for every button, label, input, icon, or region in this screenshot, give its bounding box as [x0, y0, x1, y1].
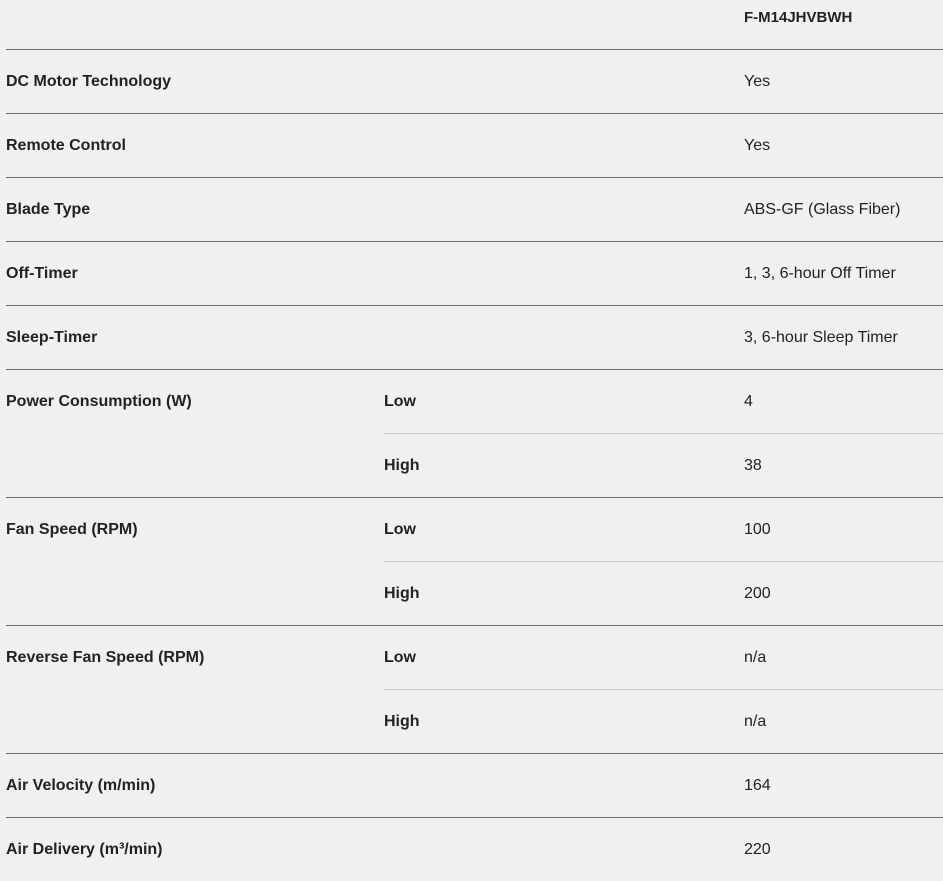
spec-row-air-velocity: [6, 754, 943, 818]
spec-label: Air Delivery (m³/min): [6, 841, 163, 858]
sub-row-low: [384, 626, 943, 690]
spec-row-air-delivery: [6, 818, 943, 881]
spec-label: Power Consumption (W): [6, 393, 192, 410]
spec-value: 100: [744, 521, 771, 538]
sub-row-high: [384, 690, 943, 753]
sub-rows: [384, 626, 943, 753]
spec-value: n/a: [744, 713, 767, 730]
spec-label: Remote Control: [6, 137, 126, 154]
spec-row-sleep-timer: [6, 306, 943, 370]
spec-value: 164: [744, 777, 771, 794]
spec-value: 220: [744, 841, 771, 858]
spec-row-power-consumption: [6, 370, 943, 498]
sub-row-low: [384, 370, 943, 434]
spec-row-dc-motor: [6, 50, 943, 114]
spec-label: Fan Speed (RPM): [6, 521, 138, 538]
sub-row-low: [384, 498, 943, 562]
spec-row-blade-type: [6, 178, 943, 242]
sub-label: High: [384, 457, 420, 474]
spec-value: Yes: [744, 137, 771, 154]
spec-row-remote-control: [6, 114, 943, 178]
spec-value: ABS-GF (Glass Fiber): [744, 201, 901, 218]
sub-label: Low: [384, 393, 416, 410]
spec-label: Sleep-Timer: [6, 329, 98, 346]
spec-value: 1, 3, 6-hour Off Timer: [744, 265, 896, 282]
spec-row-reverse-fan-speed: [6, 626, 943, 754]
spec-value: Yes: [744, 73, 771, 90]
spec-label: Air Velocity (m/min): [6, 777, 156, 794]
spec-value: 200: [744, 585, 771, 602]
spec-value: 4: [744, 393, 753, 410]
spec-label: Blade Type: [6, 201, 91, 218]
sub-row-high: [384, 562, 943, 625]
sub-row-high: [384, 434, 943, 497]
spec-value: n/a: [744, 649, 767, 666]
spec-value: 38: [744, 457, 762, 474]
table-header-row: [6, 0, 943, 50]
spec-label: DC Motor Technology: [6, 73, 172, 90]
model-name-header: F-M14JHVBWH: [744, 9, 853, 26]
spec-row-off-timer: [6, 242, 943, 306]
spec-value: 3, 6-hour Sleep Timer: [744, 329, 898, 346]
sub-label: Low: [384, 521, 416, 538]
spec-label: Reverse Fan Speed (RPM): [6, 649, 205, 666]
sub-rows: [384, 370, 943, 497]
sub-label: Low: [384, 649, 416, 666]
sub-label: High: [384, 713, 420, 730]
sub-label: High: [384, 585, 420, 602]
sub-rows: [384, 498, 943, 625]
spec-label: Off-Timer: [6, 265, 78, 282]
spec-row-fan-speed: [6, 498, 943, 626]
